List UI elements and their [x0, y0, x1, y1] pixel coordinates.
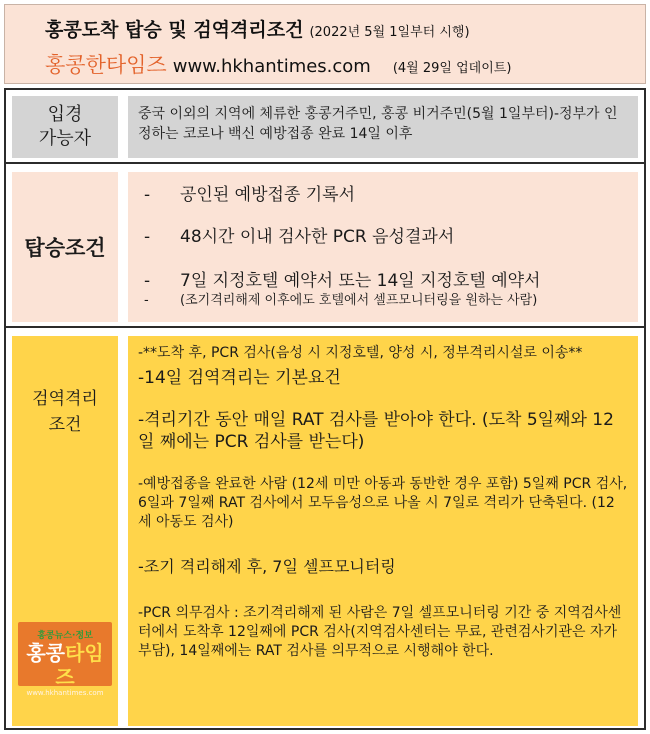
list-dash: - — [144, 271, 151, 291]
quarantine-conditions — [128, 336, 638, 726]
hkhantimes-logo — [18, 622, 112, 697]
boarding-item — [140, 184, 626, 206]
logo-word-a: 홍콩 — [26, 641, 65, 665]
title-line — [45, 15, 470, 42]
boarding-note-text: (조기격리해제 이후에도 호텔에서 셀프모니터링을 원하는 사람) — [180, 293, 538, 308]
quarantine-label-line2: 조건 — [48, 415, 82, 435]
quarantine-item: -조기 격리해제 후, 7일 셀프모니터링 — [138, 557, 396, 576]
boarding-item — [140, 226, 626, 248]
quarantine-label-line1: 검역격리 — [32, 389, 98, 409]
quarantine-item: -PCR 의무검사 : 조기격리해제 된 사람은 7일 셀프모니터링 기간 중 지역검사센터에서 도착후 12일째에 PCR 검사(지역검사센터는 무료, 관련검사기관은 자가부담), 14일째에는 RAT 검사를 의무적으로 시행해야 한다. — [138, 605, 622, 659]
quarantine-item: -14일 검역격리는 기본요건 — [138, 368, 341, 388]
row-boarding — [6, 166, 644, 328]
logo-word-b: 타임즈 — [55, 641, 104, 689]
list-dash: - — [144, 293, 149, 308]
logo-url: www.hkhantimes.com — [26, 689, 104, 697]
quarantine-item: -**도착 후, PCR 검사(음성 시 지정호텔, 양성 시, 정부격리시설로 이송** — [138, 345, 583, 361]
quarantine-item: -격리기간 동안 매일 RAT 검사를 받아야 한다. (도착 5일째와 12일 째에는 PCR 검사를 받는다) — [138, 410, 614, 452]
boarding-label: 탑승조건 — [12, 172, 118, 322]
eligible-label — [12, 96, 118, 158]
boarding-item — [140, 270, 626, 292]
row-eligible — [6, 90, 644, 164]
boarding-item-text: 7일 지정호텔 예약서 또는 14일 지정호텔 예약서 — [180, 271, 541, 291]
page-subtitle: (2022년 5월 1일부터 시행) — [309, 25, 470, 40]
brand-name: 홍콩한타임즈 — [45, 53, 167, 77]
boarding-conditions — [128, 172, 638, 322]
list-dash: - — [144, 227, 151, 247]
row-quarantine — [6, 330, 644, 728]
logo-wordmark — [18, 641, 112, 689]
eligible-text: 중국 이외의 지역에 체류한 홍콩거주민, 홍콩 비거주민(5월 1일부터)-정부가 인정하는 코로나 백신 예방접종 완료 14일 이후 — [128, 96, 638, 158]
quarantine-item: -예방접종을 완료한 사람 (12세 미만 아동과 동반한 경우 포함) 5일째 PCR 검사, 6일과 7일째 RAT 검사에서 모두음성으로 나올 시 7일로 격리가 단축된다. (12세 아동도 검사) — [138, 476, 628, 530]
page-title: 홍콩도착 탑승 및 검역격리조건 — [45, 19, 304, 41]
logo-tagline: 홍콩뉴스·정보 — [37, 631, 93, 641]
update-note: (4월 29일 업데이트) — [392, 61, 512, 76]
boarding-note — [140, 292, 626, 310]
eligible-label-line2: 가능자 — [38, 128, 92, 149]
conditions-table — [4, 88, 646, 730]
page-header — [4, 4, 646, 84]
brand-url[interactable]: www.hkhantimes.com — [172, 56, 371, 77]
brand-line — [45, 49, 511, 79]
eligible-label-line1: 입경 — [47, 104, 83, 125]
boarding-item-text: 공인된 예방접종 기록서 — [180, 185, 356, 205]
list-dash: - — [144, 185, 151, 205]
boarding-item-text: 48시간 이내 검사한 PCR 음성결과서 — [180, 227, 455, 247]
